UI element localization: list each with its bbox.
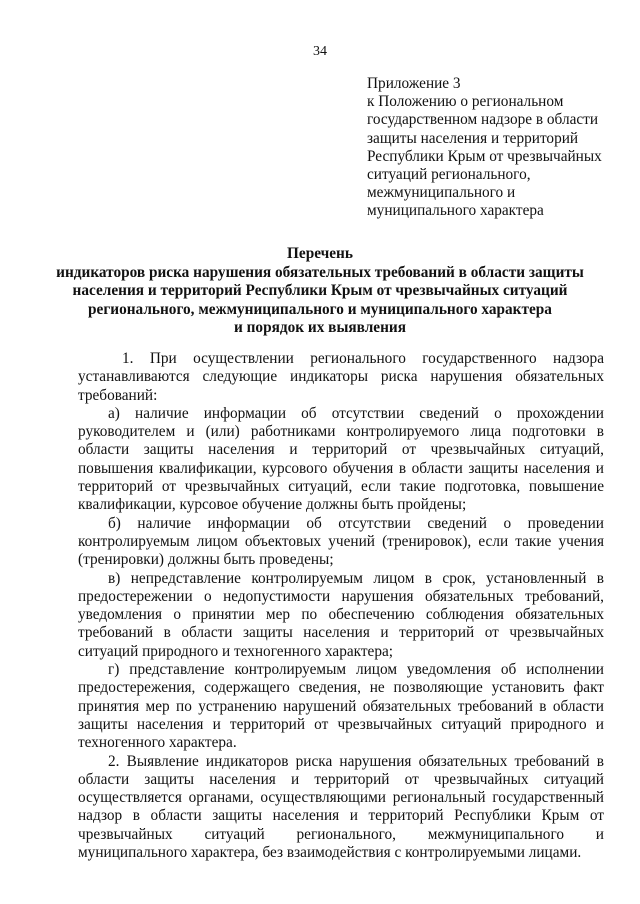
list-item-g: г) представление контролируемым лицом уведомления об исполнении предостережения, содержащего сведения, не позволяющие установить факт принятия мер по устранению нарушений обязательных требований в области защиты населения и территорий от чрезвычайных ситуаций природного и техногенного характера. — [78, 661, 604, 752]
appendix-line: Приложение 3 — [367, 75, 461, 92]
title-line: населения и территорий Республики Крым от чрезвычайных ситуаций — [72, 282, 568, 300]
appendix-line: государственном надзоре в области — [367, 111, 599, 129]
title-line: Перечень — [287, 245, 353, 262]
list-item-v: в) непредставление контролируемым лицом в срок, установленный в предостережении о недопустимости нарушения обязательных требований, уведомления о принятии мер по обеспечению соблюдения обязательных требований в области защиты населения и территорий от чрезвычайных ситуаций природного и техногенного характера; — [78, 569, 604, 660]
document-body — [78, 350, 604, 862]
title-line: регионального, межмуниципального и муниципального характера — [88, 300, 552, 318]
appendix-line: защиты населения и территорий — [367, 129, 579, 147]
list-item-a: а) наличие информации об отсутствии сведений о прохождении руководителем и (или) работниками контролируемого лица подготовки в области защиты населения и территорий от чрезвычайных ситуаций, повышения квалификации, курсового обучения в области защиты населения и территорий от чрезвычайных ситуаций, если такие подготовка, повышение квалификации, курсовое обучение должны быть пройдены; — [78, 404, 604, 514]
appendix-note — [367, 75, 635, 221]
appendix-line: ситуаций регионального, — [367, 166, 531, 184]
paragraph-2: 2. Выявление индикаторов риска нарушения обязательных требований в области защиты населения и территорий от чрезвычайных ситуаций осуществляется органами, осуществляющими региональный государственный надзор в области защиты населения и территорий Республики Крым от чрезвычайных ситуаций регионального, межмуниципального и муниципального характера, без взаимодействия с контролируемыми лицами. — [78, 752, 604, 862]
appendix-line: к Положению о региональном — [367, 93, 564, 111]
appendix-line: муниципального характера — [367, 202, 544, 220]
appendix-line: Республики Крым от чрезвычайных — [367, 147, 602, 165]
list-item-b: б) наличие информации об отсутствии сведений о проведении контролируемым лицом объектовых учений (тренировок), если такие учения (тренировки) должны быть проведены; — [78, 514, 604, 569]
page-number: 34 — [313, 44, 327, 59]
title-line: индикаторов риска нарушения обязательных требований в области защиты — [56, 263, 584, 281]
appendix-line: межмуниципального и — [367, 184, 516, 202]
title-line: и порядок их выявления — [233, 319, 406, 337]
document-title — [40, 245, 600, 338]
paragraph-1: 1. При осуществлении регионального государственного надзора устанавливаются следующие индикаторы риска нарушения обязательных требований: — [78, 350, 604, 404]
